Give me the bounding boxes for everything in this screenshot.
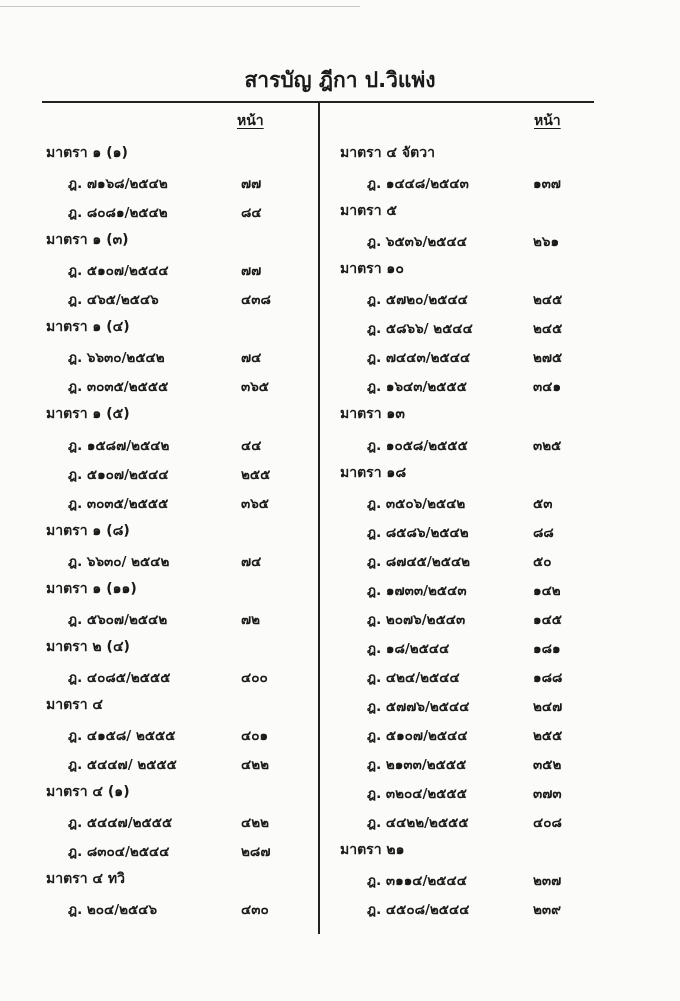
page-number: ๕๓ <box>533 495 553 512</box>
page-number: ๘๘ <box>533 524 554 541</box>
page-number: ๒๘๗ <box>241 844 271 861</box>
case-reference: ฎ. ๕๔๔๗/๒๕๕๕ <box>68 815 173 832</box>
case-reference: ฎ. ๗๑๖๘/๒๕๔๒ <box>68 176 168 193</box>
page-number: ๗๒ <box>241 611 261 628</box>
page-number: ๗๔ <box>241 350 262 367</box>
case-reference: ฎ. ๖๖๓๐/ ๒๕๔๒ <box>68 553 170 570</box>
case-reference: ฎ. ๓๕๐๖/๒๕๔๒ <box>367 495 466 512</box>
case-reference: ฎ. ๔๐๘๕/๒๕๕๕ <box>68 669 171 686</box>
case-reference: ฎ. ๖๖๓๐/๒๕๔๒ <box>68 350 165 367</box>
case-reference: ฎ. ๔๑๕๘/ ๒๕๕๕ <box>68 728 176 744</box>
page-number: ๔๓๘ <box>241 292 271 309</box>
section-heading: มาตรา ๑ (๑) <box>46 145 128 161</box>
page-number: ๒๖๑ <box>533 234 560 251</box>
case-reference: ฎ. ๑๕๘๗/๒๕๔๒ <box>68 437 170 454</box>
page-number: ๗๗ <box>241 176 262 193</box>
page-number: ๑๔๕ <box>533 611 563 628</box>
case-reference: ฎ. ๓๑๑๔/๒๕๔๔ <box>367 873 467 890</box>
case-reference: ฎ. ๘๐๘๑/๒๕๔๒ <box>68 205 168 222</box>
case-reference: ฎ. ๔๒๔/๒๕๔๔ <box>367 669 460 686</box>
case-reference: ฎ. ๒๑๓๓/๒๕๕๕ <box>367 757 467 774</box>
page-number: ๒๓๙ <box>533 902 562 919</box>
column-divider <box>318 101 320 934</box>
page-number: ๑๔๒ <box>533 582 561 599</box>
section-heading: มาตรา ๔ <box>46 696 104 713</box>
section-heading: มาตรา ๑ (๔) <box>46 319 130 336</box>
case-reference: ฎ. ๓๒๐๔/๒๕๕๕ <box>367 786 467 803</box>
page-number: ๔๒๒ <box>241 757 270 774</box>
page-number: ๔๒๒ <box>241 815 270 832</box>
page-number: ๕๐ <box>533 553 552 570</box>
case-reference: ฎ. ๘๗๔๕/๒๕๔๒ <box>367 553 471 570</box>
case-reference: ฎ. ๓๐๓๕/๒๕๕๕ <box>68 495 169 512</box>
case-reference: ฎ. ๗๔๔๓/๒๕๔๔ <box>367 350 471 367</box>
page-number: ๓๖๕ <box>241 495 270 512</box>
section-heading: มาตรา ๑๘ <box>340 464 407 481</box>
page-number: ๒๕๕ <box>533 728 563 744</box>
case-reference: ฎ. ๑๗๓๓/๒๕๔๓ <box>367 582 467 599</box>
case-reference: ฎ. ๕๘๖๖/ ๒๕๔๔ <box>367 321 473 338</box>
case-reference: ฎ. ๑๘/๒๕๔๔ <box>367 640 450 657</box>
section-heading: มาตรา ๑๐ <box>340 261 404 278</box>
section-heading: มาตรา ๑ (๘) <box>46 522 130 539</box>
page-number: ๔๐๑ <box>241 728 269 744</box>
page-number: ๗๔ <box>241 553 262 570</box>
case-reference: ฎ. ๑๐๕๘/๒๕๕๕ <box>367 437 468 454</box>
case-reference: ฎ. ๕๗๒๐/๒๕๔๔ <box>367 292 468 309</box>
section-heading: มาตรา ๑ (๕) <box>46 406 130 423</box>
case-reference: ฎ. ๒๐๔/๒๕๔๖ <box>68 902 158 919</box>
page-number: ๒๓๗ <box>533 873 562 890</box>
case-reference: ฎ. ๘๕๘๖/๒๕๔๒ <box>367 524 469 541</box>
page-number: ๔๐๐ <box>241 669 268 686</box>
page-number: ๔๔ <box>241 437 262 454</box>
page-number: ๒๔๕ <box>533 292 563 309</box>
page-number: ๓๒๕ <box>533 437 562 454</box>
page-number: ๑๓๗ <box>533 176 561 193</box>
right-page-header: หน้า <box>534 113 561 129</box>
page-number: ๓๕๒ <box>533 757 562 774</box>
case-reference: ฎ. ๕๑๐๗/๒๕๔๔ <box>68 466 169 483</box>
page-number: ๒๔๕ <box>533 321 563 338</box>
section-heading: มาตรา ๑๓ <box>340 406 405 423</box>
page-number: ๔๓๐ <box>241 902 269 919</box>
top-edge-line <box>0 6 360 7</box>
case-reference: ฎ. ๑๖๔๓/๒๕๕๕ <box>367 379 467 396</box>
page-number: ๒๕๕ <box>241 466 271 483</box>
case-reference: ฎ. ๕๗๗๖/๒๕๔๔ <box>367 698 470 715</box>
section-heading: มาตรา ๕ <box>340 203 398 220</box>
page-number: ๑๘๑ <box>533 640 561 657</box>
page-number: ๒๔๗ <box>533 698 563 715</box>
page-number: ๗๗ <box>241 263 262 280</box>
case-reference: ฎ. ๘๓๐๔/๒๕๔๔ <box>68 844 170 861</box>
section-heading: มาตรา ๑ (๑๑) <box>46 580 137 597</box>
case-reference: ฎ. ๑๔๔๘/๒๕๔๓ <box>367 176 469 193</box>
case-reference: ฎ. ๒๐๗๖/๒๕๔๓ <box>367 611 466 628</box>
case-reference: ฎ. ๕๑๐๗/๒๕๔๔ <box>68 263 169 280</box>
case-reference: ฎ. ๔๔๒๒/๒๕๕๕ <box>367 815 469 832</box>
page-number: ๓๔๑ <box>533 379 562 396</box>
page-number: ๑๘๘ <box>533 669 563 686</box>
case-reference: ฎ. ๔๕๐๘/๒๕๔๔ <box>367 902 470 919</box>
case-reference: ฎ. ๖๕๓๖/๒๕๔๔ <box>367 234 467 251</box>
section-heading: มาตรา ๒๑ <box>340 842 405 859</box>
case-reference: ฎ. ๕๔๔๗/ ๒๕๕๕ <box>68 757 177 774</box>
case-reference: ฎ. ๕๑๐๗/๒๕๔๔ <box>367 728 468 744</box>
page-title: สารบัญ ฎีกา ป.วิแพ่ง <box>244 68 436 92</box>
section-heading: มาตรา ๒ (๔) <box>46 638 130 655</box>
section-heading: มาตรา ๑ (๓) <box>46 232 129 249</box>
page-number: ๒๗๕ <box>533 350 563 367</box>
page-number: ๓๗๓ <box>533 786 562 803</box>
case-reference: ฎ. ๔๖๕/๒๕๔๖ <box>68 292 159 309</box>
page-number: ๘๔ <box>241 205 262 222</box>
page-number: ๓๖๕ <box>241 379 270 396</box>
case-reference: ฎ. ๕๖๐๗/๒๕๔๒ <box>68 611 168 628</box>
section-heading: มาตรา ๔ จัตวา <box>340 145 435 161</box>
case-reference: ฎ. ๓๐๓๕/๒๕๕๕ <box>68 379 169 396</box>
section-heading: มาตรา ๔ (๑) <box>46 784 130 801</box>
section-heading: มาตรา ๔ ทวิ <box>46 871 125 888</box>
left-page-header: หน้า <box>237 113 264 129</box>
page-number: ๔๐๘ <box>533 815 562 832</box>
